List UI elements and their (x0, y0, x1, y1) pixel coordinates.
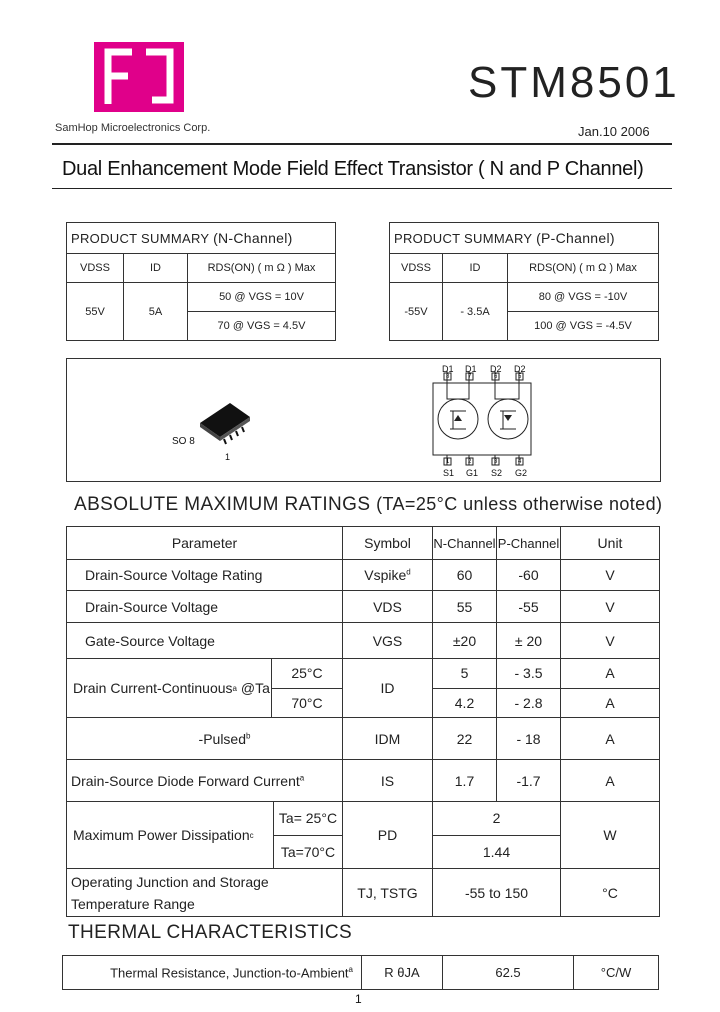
thermal-section-title: THERMAL CHARACTERISTICS (68, 922, 353, 943)
summary-p-rds2: 100 @ VGS = -4.5V (508, 312, 659, 341)
pin-g2: G2 (515, 468, 528, 478)
document-title: Dual Enhancement Mode Field Effect Transistor ( N and P Channel) (62, 158, 644, 180)
pin-d2-b: D2 (514, 364, 526, 374)
thermal-sup: a (348, 964, 353, 974)
samhop-logo (94, 42, 184, 112)
package-pin1-label: 1 (225, 452, 231, 462)
amr-table (66, 526, 660, 917)
is-unit: A (561, 760, 660, 802)
pin-d2-a: D2 (490, 364, 502, 374)
vds-n: 55 (433, 591, 497, 623)
summary-n-id: 5A (124, 283, 188, 341)
pin-d1-a: D1 (442, 364, 454, 374)
vgs-p: ± 20 (497, 623, 561, 659)
amr-header-parameter: Parameter (67, 527, 343, 560)
summary-n-vdss: 55V (67, 283, 124, 341)
vds-symbol: VDS (343, 591, 433, 623)
title-rule (52, 188, 672, 189)
vspike-p: -60 (497, 560, 561, 591)
id-n2: 4.2 (433, 688, 497, 718)
is-symbol: IS (343, 760, 433, 802)
is-p: -1.7 (497, 760, 561, 802)
pd-temp-25: Ta= 25°C (274, 802, 342, 836)
pd-symbol: PD (343, 802, 433, 869)
pin-num-2: 2 (468, 459, 472, 465)
id-p1: - 3.5 (497, 659, 561, 689)
pinout-schematic (425, 363, 540, 478)
summary-p-channel: (P-Channel) (536, 230, 615, 246)
pin-num-3: 3 (494, 459, 498, 465)
pd-param: Maximum Power Dissipation (73, 827, 250, 843)
table-row (67, 760, 660, 802)
id-unit1: A (561, 659, 660, 689)
amr-header-n-channel: N-Channel (433, 527, 497, 560)
summary-p-col-vdss: VDSS (390, 254, 443, 283)
vspike-n: 60 (433, 560, 497, 591)
pin-s1: S1 (443, 468, 455, 478)
summary-p-vdss: -55V (390, 283, 443, 341)
idm-n: 22 (433, 718, 497, 760)
thermal-value: 62.5 (443, 956, 574, 990)
table-row (67, 623, 660, 659)
summary-n-col-id: ID (124, 254, 188, 283)
tj-unit: °C (561, 869, 660, 917)
is-sup: a (299, 772, 305, 782)
pd-value-70: 1.44 (433, 835, 561, 869)
summary-p-col-rds: RDS(ON) ( m Ω ) Max (508, 254, 659, 283)
id-n1: 5 (433, 659, 497, 689)
pin-s2: S2 (491, 468, 503, 478)
product-summary-p-table (389, 222, 659, 341)
id-unit2: A (561, 688, 660, 718)
id-p2: - 2.8 (497, 688, 561, 718)
summary-n-rds1: 50 @ VGS = 10V (188, 283, 336, 312)
idm-unit: A (561, 718, 660, 760)
thermal-table (62, 955, 659, 990)
idm-symbol: IDM (343, 718, 433, 760)
pin-num-7: 7 (468, 374, 472, 380)
table-row (67, 718, 660, 760)
vds-param: Drain-Source Voltage (67, 591, 343, 623)
amr-title-text: ABSOLUTE MAXIMUM RATINGS (74, 494, 371, 515)
idm-sup: b (246, 730, 251, 740)
amr-header-symbol: Symbol (343, 527, 433, 560)
tj-param-line1: Operating Junction and Storage (71, 873, 269, 890)
table-row (63, 956, 659, 990)
package-diagram-box (66, 358, 661, 482)
id-cond: @Ta (240, 680, 270, 696)
summary-p-heading: PRODUCT SUMMARY (394, 231, 533, 246)
pd-unit: W (561, 802, 660, 869)
id-symbol: ID (343, 659, 433, 718)
id-temp-25: 25°C (272, 659, 342, 689)
product-summary-n-table (66, 222, 336, 341)
thermal-unit: °C/W (574, 956, 659, 990)
summary-n-col-vdss: VDSS (67, 254, 124, 283)
summary-p-col-id: ID (443, 254, 508, 283)
pin-num-4: 4 (518, 459, 522, 465)
amr-header-unit: Unit (561, 527, 660, 560)
pd-sup: c (249, 830, 254, 840)
vspike-symbol: Vspike (364, 567, 407, 583)
summary-p-id: - 3.5A (443, 283, 508, 341)
vgs-unit: V (561, 623, 660, 659)
part-number: STM8501 (468, 58, 680, 107)
thermal-param: Thermal Resistance, Junction-to-Ambient (110, 965, 349, 981)
amr-section-title (74, 494, 662, 516)
pd-temp-70: Ta=70°C (280, 843, 336, 860)
table-row (67, 560, 660, 591)
pin-num-1: 1 (446, 459, 450, 465)
pd-value-25: 2 (433, 802, 561, 836)
tj-symbol: TJ, TSTG (343, 869, 433, 917)
tj-value: -55 to 150 (433, 869, 561, 917)
id-temp-70: 70°C (291, 694, 323, 711)
amr-condition: (TA=25°C unless otherwise noted) (376, 494, 663, 514)
pin-num-8: 8 (446, 374, 450, 380)
summary-n-channel: (N-Channel) (213, 230, 293, 246)
pin-g1: G1 (466, 468, 479, 478)
vds-unit: V (561, 591, 660, 623)
document-date: Jan.10 2006 (578, 124, 650, 139)
header-rule (52, 143, 672, 145)
pin-d1-b: D1 (465, 364, 477, 374)
is-param: Drain-Source Diode Forward Current (71, 772, 300, 789)
pin-num-6: 6 (494, 374, 498, 380)
id-param: Drain Current-Continuous (73, 680, 233, 696)
tj-param-line2: Temperature Range (71, 895, 195, 912)
table-row (67, 869, 660, 917)
vgs-symbol: VGS (343, 623, 433, 659)
so8-package-icon (190, 395, 260, 445)
vspike-unit: V (561, 560, 660, 591)
table-row (67, 802, 660, 836)
thermal-symbol: R θJA (362, 956, 443, 990)
is-n: 1.7 (433, 760, 497, 802)
summary-n-heading: PRODUCT SUMMARY (71, 231, 210, 246)
id-sup: a (232, 683, 237, 693)
package-name: SO 8 (172, 436, 195, 447)
vds-p: -55 (497, 591, 561, 623)
vspike-param: Drain-Source Voltage Rating (67, 560, 343, 591)
amr-header-p-channel: P-Channel (497, 527, 561, 560)
idm-param: -Pulsed (198, 730, 246, 747)
vgs-n: ±20 (433, 623, 497, 659)
page-number: 1 (355, 992, 362, 1006)
table-row (67, 591, 660, 623)
summary-n-rds2: 70 @ VGS = 4.5V (188, 312, 336, 341)
idm-p: - 18 (497, 718, 561, 760)
company-name: SamHop Microelectronics Corp. (55, 122, 211, 134)
summary-n-col-rds: RDS(ON) ( m Ω ) Max (188, 254, 336, 283)
vgs-param: Gate-Source Voltage (67, 623, 343, 659)
table-row (67, 659, 660, 689)
pin-num-5: 5 (518, 374, 522, 380)
summary-p-rds1: 80 @ VGS = -10V (508, 283, 659, 312)
vspike-sup: d (406, 567, 411, 577)
